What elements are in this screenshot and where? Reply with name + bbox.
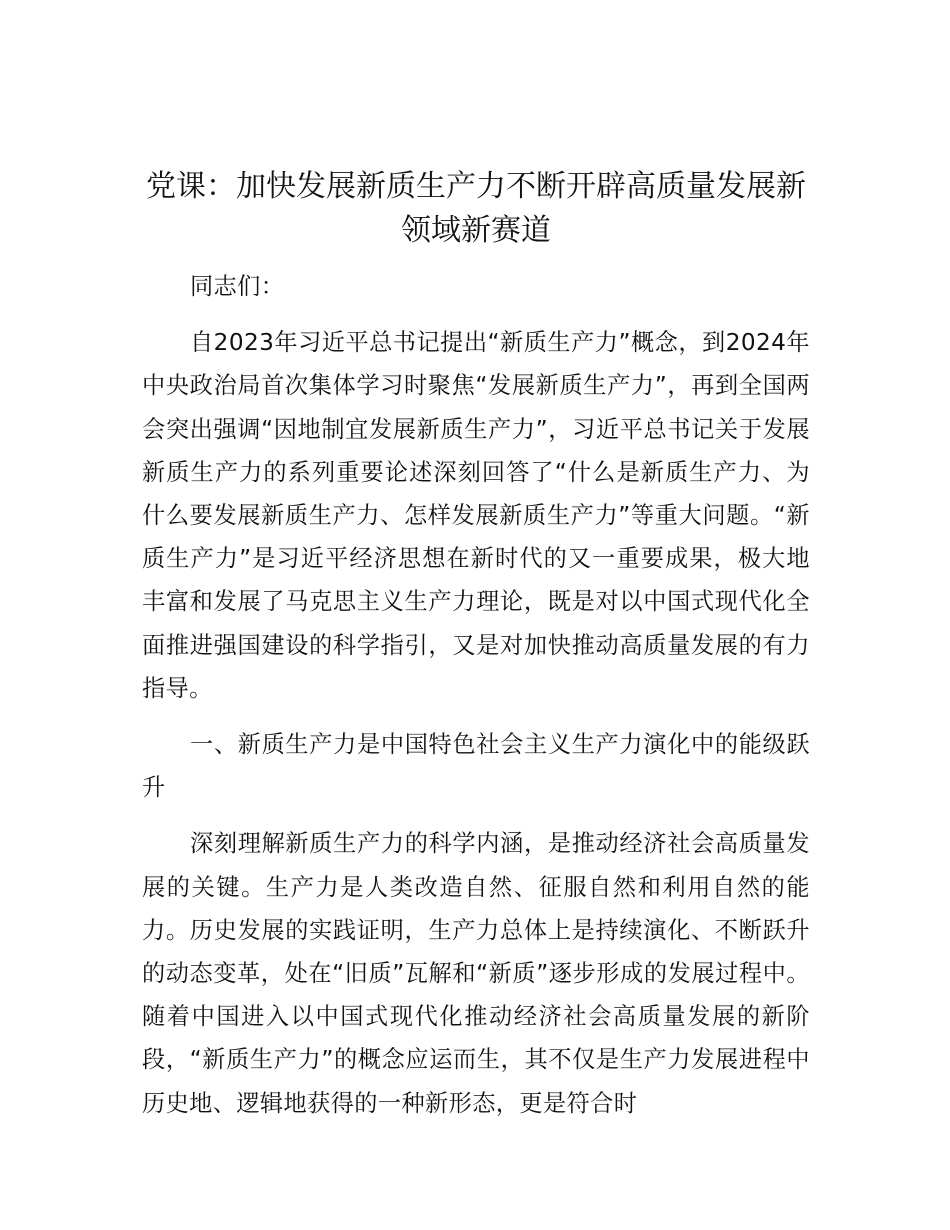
section-heading-1: 一、新质生产力是中国特色社会主义生产力演化中的能级跃升 xyxy=(142,731,810,802)
document-title: 党课：加快发展新质生产力不断开辟高质量发展新领域新赛道 xyxy=(146,169,806,248)
paragraph-intro: 自2023年习近平总书记提出“新质生产力”概念，到2024年中央政治局首次集体学习时聚焦“发展新质生产力”，再到全国两会突出强调“因地制宜发展新质生产力”，习近平总书记关于发展新质生产力的系列重要论述深刻回答了“什么是新质生产力、为什么要发展新质生产力、怎样发展新质生产力”等重大问题。“新质生产力”是习近平经济思想在新时代的又一重要成果，极大地丰富和发展了马克思主义生产力理论，既是对以中国式现代化全面推进强国建设的科学指引，又是对加快推动高质量发展的有力指导。 xyxy=(142,329,810,702)
greeting: 同志们： xyxy=(190,273,285,300)
paragraph-section-1: 深刻理解新质生产力的科学内涵，是推动经济社会高质量发展的关键。生产力是人类改造自然、征服自然和利用自然的能力。历史发展的实践证明，生产力总体上是持续演化、不断跃升的动态变革，处在“旧质”瓦解和“新质”逐步形成的发展过程中。随着中国进入以中国式现代化推动经济社会高质量发展的新阶段，“新质生产力”的概念应运而生，其不仅是生产力发展进程中历史地、逻辑地获得的一种新形态，更是符合时 xyxy=(142,830,810,1117)
document-body xyxy=(142,165,810,1125)
